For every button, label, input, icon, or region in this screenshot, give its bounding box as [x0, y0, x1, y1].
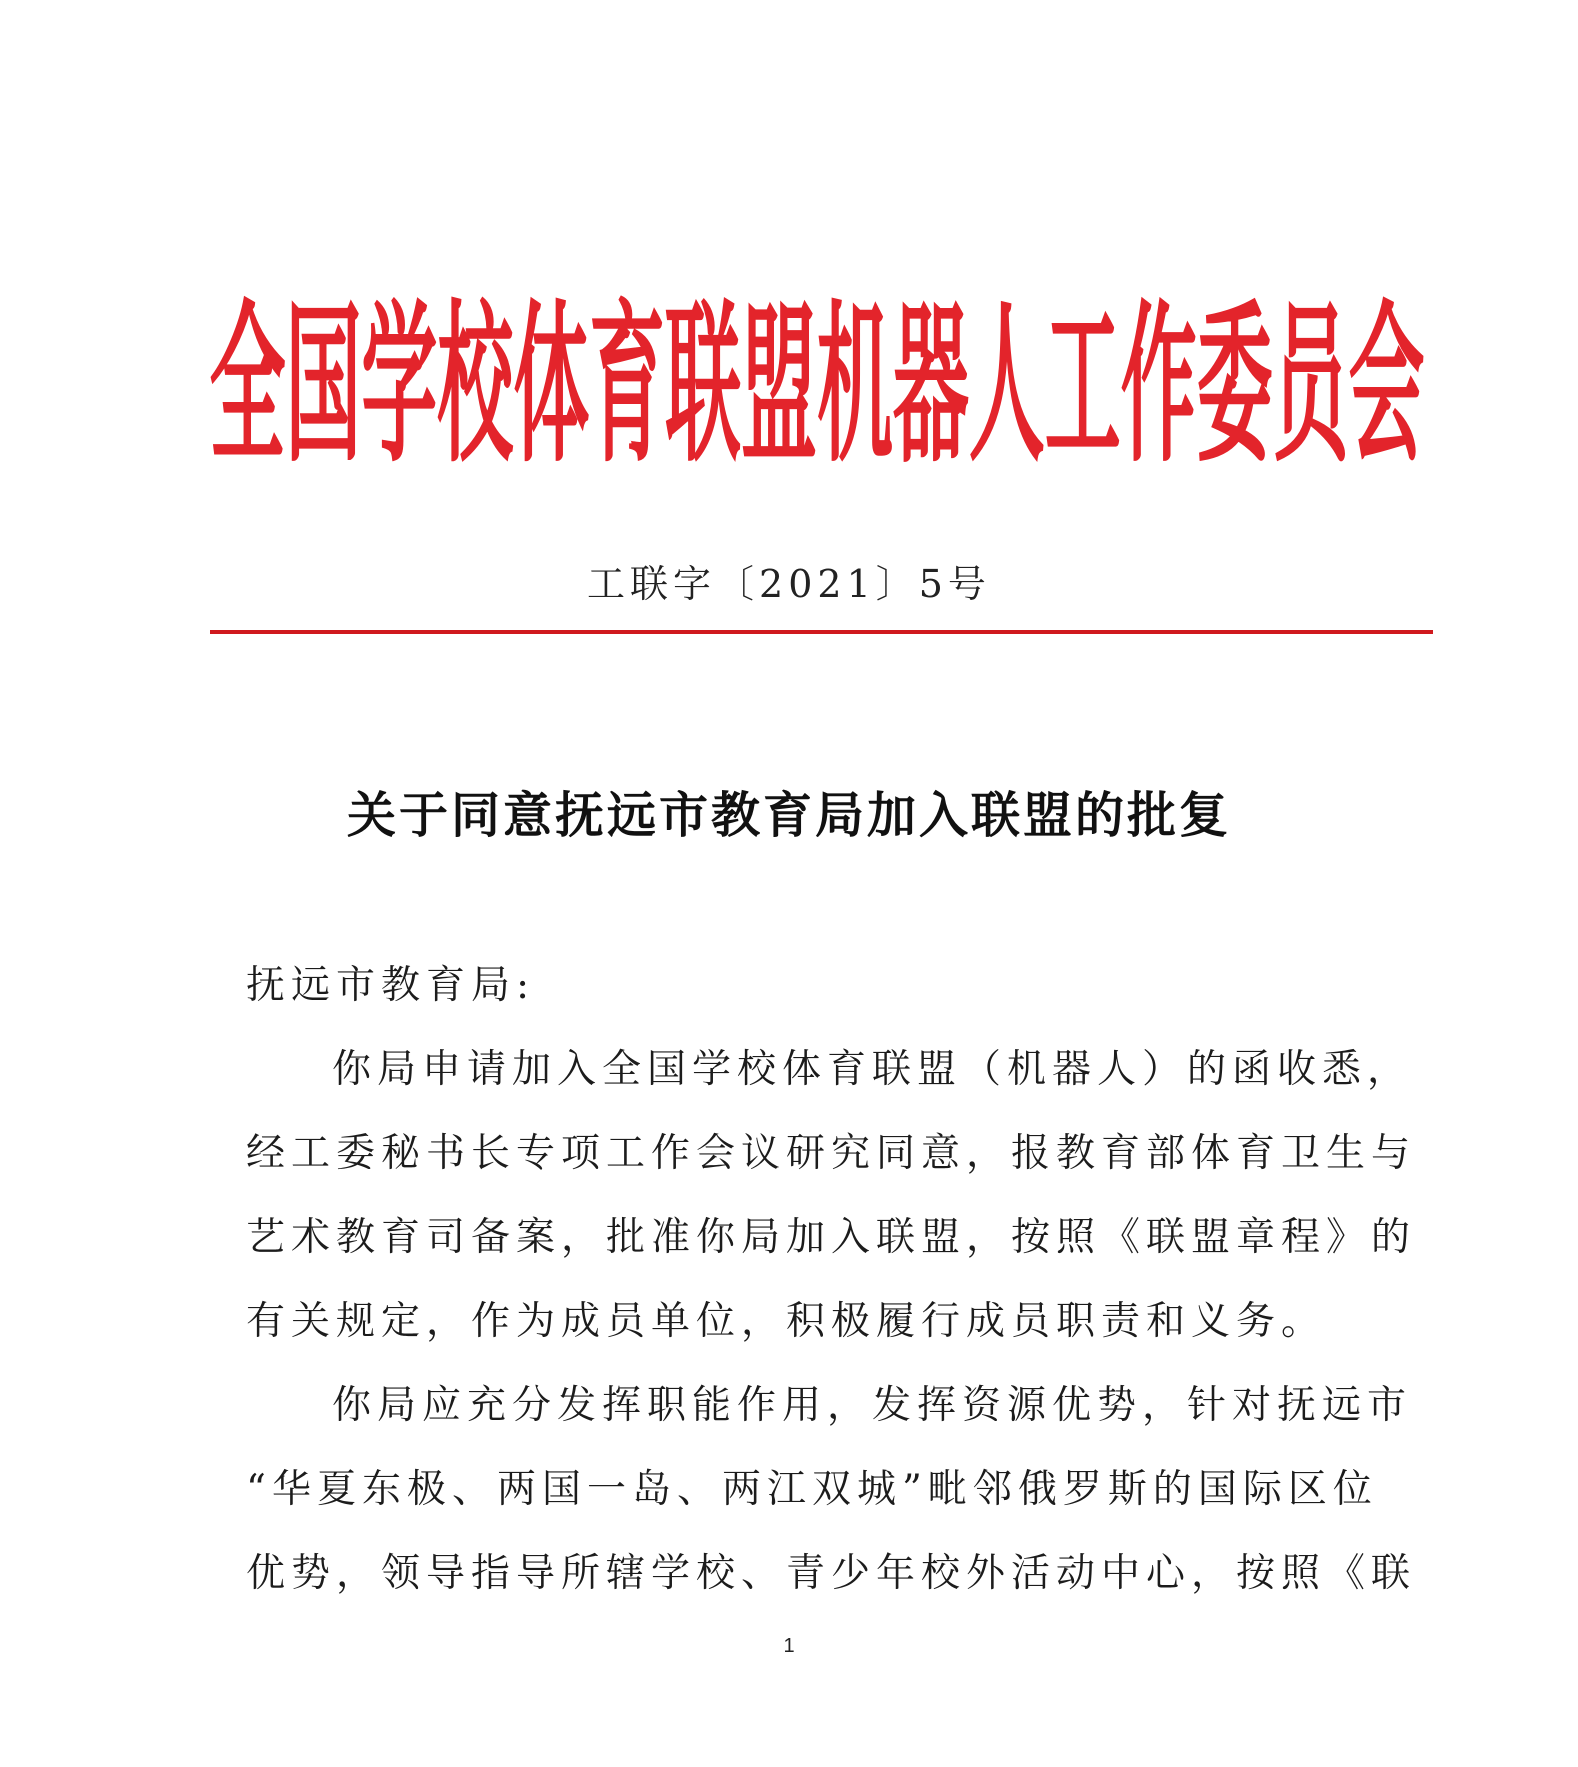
body-line: 有关规定，作为成员单位，积极履行成员职责和义务。: [246, 1299, 1327, 1344]
body-line: “华夏东极、两国一岛、两江双城”毗邻俄罗斯的国际区位: [246, 1467, 1378, 1512]
document-body: [246, 944, 1417, 1616]
document-number: 工联字〔2021〕5号: [587, 562, 991, 606]
organization-name: 全国学校体育联盟机器人工作委员会: [209, 285, 1425, 487]
red-divider: [210, 630, 1433, 634]
body-line: 你局应充分发挥职能作用，发挥资源优势，针对抚远市: [332, 1383, 1413, 1428]
salutation: 抚远市教育局:: [246, 963, 536, 1008]
page-number: 1: [783, 1635, 795, 1657]
body-line: 你局申请加入全国学校体育联盟（机器人）的函收悉，: [332, 1047, 1413, 1092]
document-title: 关于同意抚远市教育局加入联盟的批复: [346, 787, 1231, 844]
organization-header: [205, 255, 1430, 487]
body-line: 优势，领导指导所辖学校、青少年校外活动中心，按照《联: [246, 1551, 1417, 1596]
body-line: 艺术教育司备案，批准你局加入联盟，按照《联盟章程》的: [246, 1215, 1417, 1260]
body-line: 经工委秘书长专项工作会议研究同意，报教育部体育卫生与: [246, 1131, 1417, 1176]
